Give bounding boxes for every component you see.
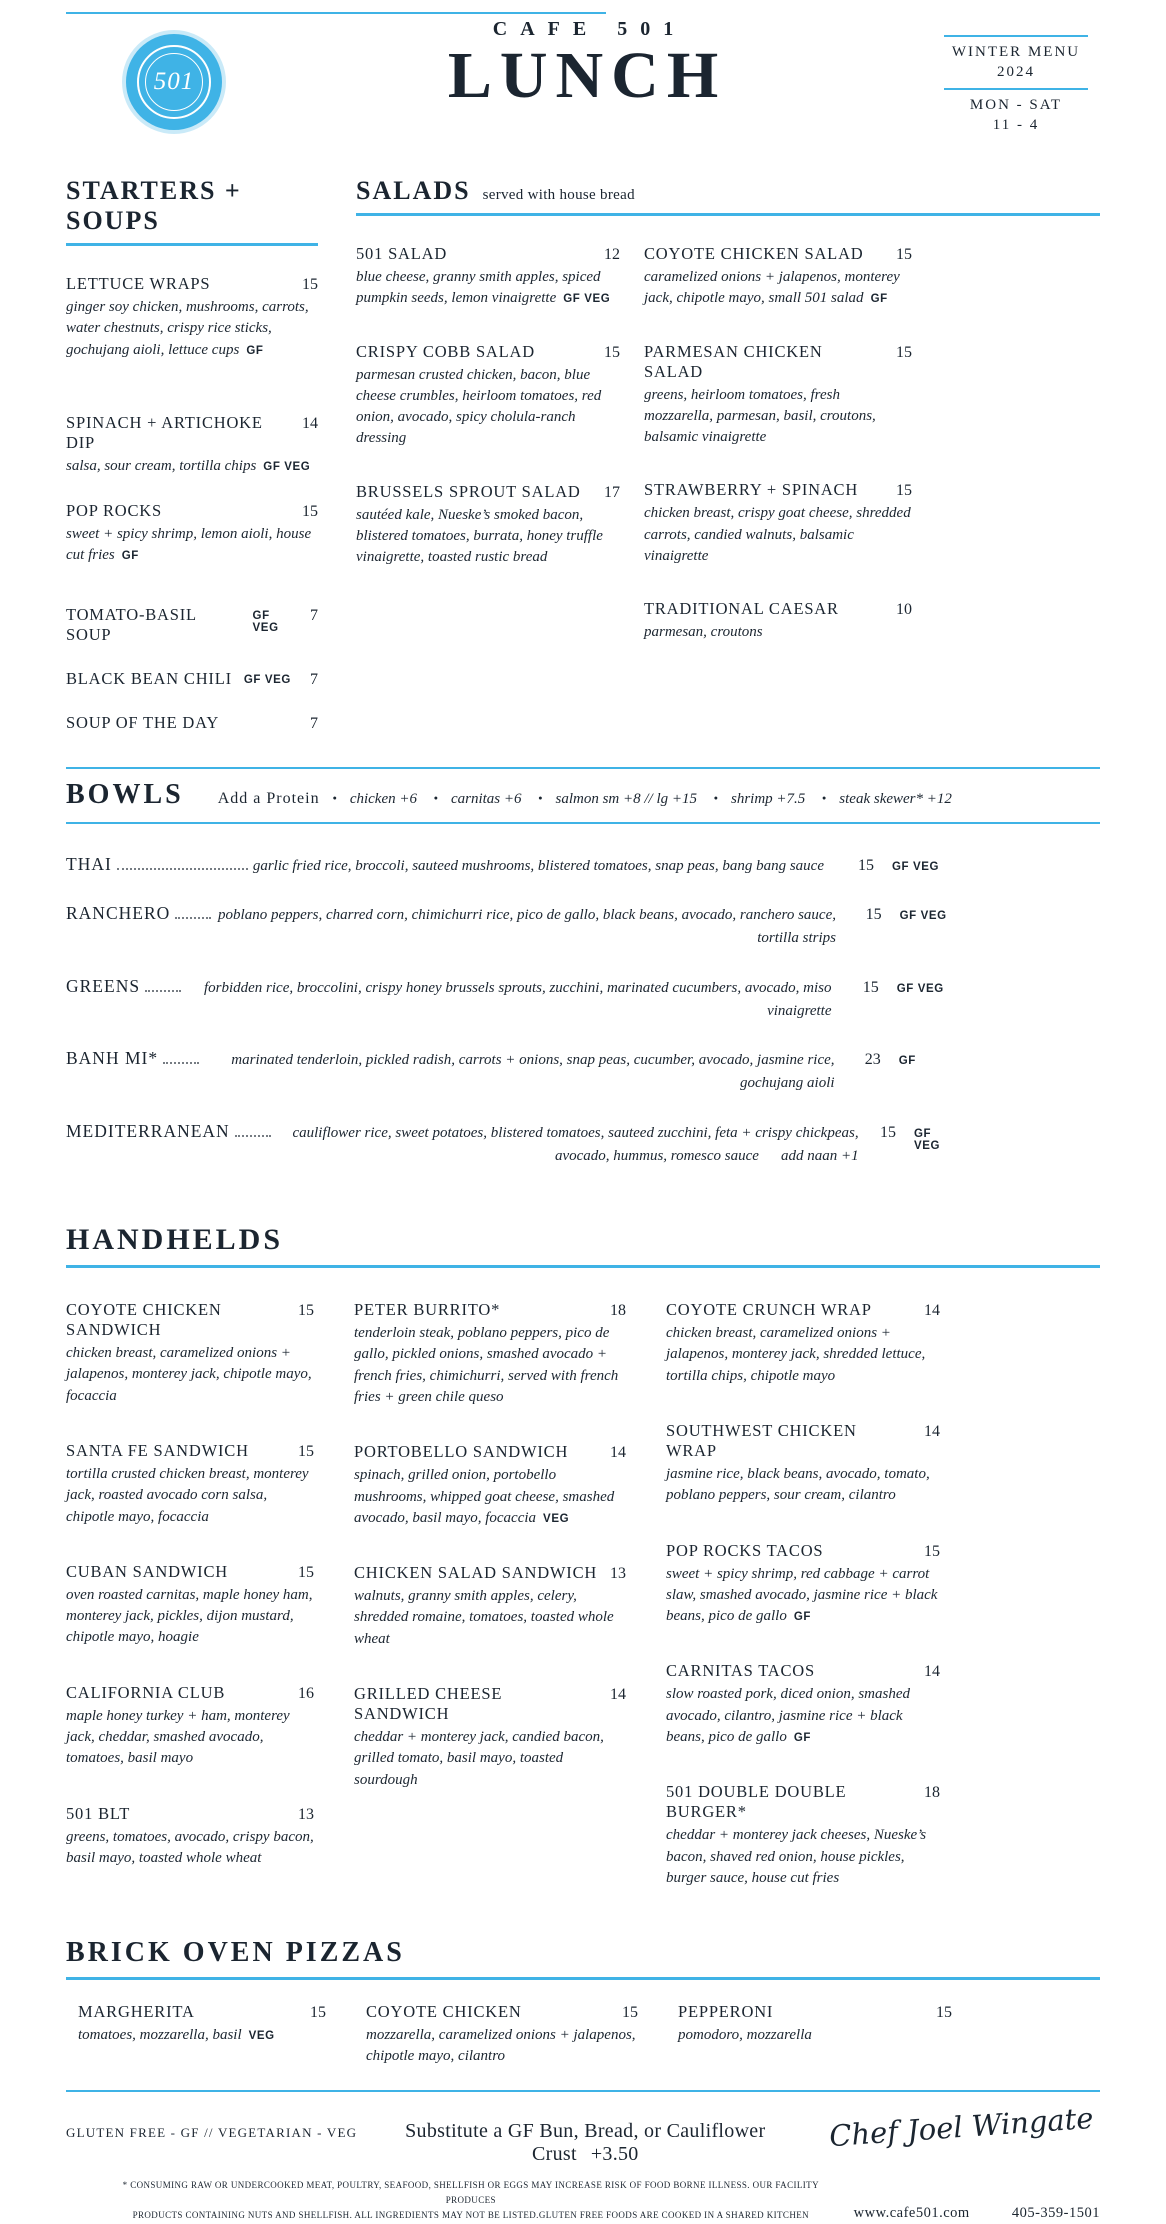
item-price: 15 bbox=[896, 482, 912, 500]
item-description-text: ginger soy chicken, mushrooms, carrots, water chestnuts, crispy rice sticks, gochujang aioli, lettuce cups bbox=[66, 299, 309, 358]
item-description bbox=[78, 2025, 326, 2046]
item-price: 15 bbox=[302, 276, 318, 293]
menu-item bbox=[644, 480, 912, 567]
pizzas-columns bbox=[66, 1980, 1100, 2084]
bowls-heading: BOWLS bbox=[66, 778, 184, 810]
item-price: 15 bbox=[865, 906, 882, 924]
item-diet-tag: GF VEG bbox=[263, 460, 311, 473]
menu-item bbox=[66, 274, 318, 361]
item-diet-tag: GF VEG bbox=[563, 293, 611, 306]
item-description bbox=[66, 1343, 314, 1407]
item-description bbox=[356, 365, 620, 450]
item-price: 14 bbox=[302, 414, 318, 432]
item-description-text: sweet + spicy shrimp, red cabbage + carrot slaw, smashed avocado, jasmine rice + black beans, pico de gallo bbox=[666, 1565, 938, 1625]
menu-item-header bbox=[356, 244, 620, 264]
item-description-text: oven roasted carnitas, maple honey ham, monterey jack, pickles, dijon mustard, chipotle mayo, hoagie bbox=[66, 1586, 313, 1646]
menu-item-header bbox=[66, 1804, 314, 1824]
item-description-text: chicken breast, crispy goat cheese, shredded carrots, candied walnuts, balsamic vinaigrette bbox=[644, 505, 911, 565]
item-description bbox=[644, 503, 912, 567]
item-name: MARGHERITA bbox=[78, 2002, 195, 2022]
menu-item bbox=[678, 2002, 952, 2068]
item-price: 7 bbox=[310, 670, 318, 688]
menu-item bbox=[354, 1563, 626, 1650]
bowl-item bbox=[66, 903, 958, 951]
item-price: 16 bbox=[298, 1684, 314, 1702]
item-description-text: walnuts, granny smith apples, celery, shredded romaine, tomatoes, toasted whole wheat bbox=[354, 1588, 614, 1647]
item-description bbox=[66, 524, 318, 567]
item-description bbox=[66, 1706, 314, 1770]
item-name: 501 DOUBLE DOUBLE BURGER* bbox=[666, 1782, 847, 1822]
dot-leader bbox=[163, 1051, 199, 1064]
menu-item-header bbox=[644, 480, 912, 500]
menu-item-header bbox=[78, 2002, 326, 2022]
item-name: POP ROCKS bbox=[66, 501, 163, 521]
item-description bbox=[354, 1727, 626, 1791]
item-price: 14 bbox=[924, 1663, 940, 1681]
item-description bbox=[186, 977, 831, 1024]
days-label: MON - SAT bbox=[969, 96, 1063, 113]
item-description bbox=[253, 855, 824, 878]
protein-option: ● shrimp +7.5 bbox=[701, 791, 806, 807]
item-diet-tag: GF bbox=[121, 550, 139, 563]
item-name: LETTUCE WRAPS bbox=[66, 274, 211, 293]
item-description-text: tenderloin steak, poblano peppers, pico de gallo, pickled onions, smashed avocado + french fries, chimichurri, served with french fries + green chile queso bbox=[354, 1325, 619, 1405]
item-price: 14 bbox=[610, 1444, 626, 1462]
menu-item-header bbox=[356, 482, 620, 502]
salads-columns bbox=[356, 216, 1100, 676]
item-price: 15 bbox=[879, 1123, 896, 1141]
pizzas-section bbox=[66, 1937, 1100, 2092]
menu-item bbox=[666, 1300, 940, 1387]
item-diet-tag: GF bbox=[870, 293, 888, 306]
logo-outer-ring bbox=[137, 45, 211, 119]
menu-item bbox=[366, 2002, 638, 2068]
item-description-text: cheddar + monterey jack cheeses, Nueske’s bacon, shaved red onion, house pickles, burger sauce, house cut fries bbox=[666, 1827, 927, 1886]
disclaimer-line-1: * CONSUMING RAW OR UNDERCOOKED MEAT, POULTRY, SEAFOOD, SHELLFISH OR EGGS MAY INCREASE RISK OF FOOD BORNE ILLNESS. OUR FACILITY PRODUCES bbox=[122, 2179, 819, 2206]
item-description bbox=[666, 1564, 940, 1628]
item-price: 15 bbox=[622, 2004, 638, 2022]
cafe-501-logo bbox=[126, 34, 222, 130]
item-description-text: chicken breast, caramelized onions + jalapenos, monterey jack, shredded lettuce, tortilla chips, chipotle mayo bbox=[666, 1325, 926, 1384]
item-description-text: garlic fried rice, broccoli, sauteed mushrooms, blistered tomatoes, snap peas, bang bang sauce bbox=[252, 857, 824, 874]
menu-item bbox=[66, 1562, 314, 1649]
protein-option: ● chicken +6 bbox=[320, 791, 417, 807]
substitution-text: Substitute a GF Bun, Bread, or Cauliflower Crust bbox=[405, 2119, 766, 2165]
menu-item bbox=[666, 1782, 940, 1889]
item-name: SOUP OF THE DAY bbox=[66, 712, 220, 732]
menu-item-header bbox=[66, 1300, 314, 1340]
item-description-text: pomodoro, mozzarella bbox=[678, 2027, 812, 2044]
dot-leader bbox=[117, 857, 248, 870]
item-name: COYOTE CHICKEN bbox=[366, 2002, 522, 2022]
footer-top-row bbox=[66, 2100, 1100, 2166]
item-price: 15 bbox=[862, 978, 879, 996]
item-price: 15 bbox=[604, 343, 620, 361]
menu-item-header bbox=[66, 413, 318, 453]
item-price: 13 bbox=[610, 1565, 626, 1583]
footer bbox=[66, 2100, 1100, 2224]
item-description bbox=[204, 1049, 834, 1096]
item-description bbox=[644, 622, 912, 643]
item-name: POP ROCKS TACOS bbox=[666, 1540, 824, 1560]
menu-item bbox=[66, 669, 318, 689]
menu-item bbox=[66, 413, 318, 477]
phone-number: 405-359-1501 bbox=[1011, 2204, 1100, 2221]
menu-item-header bbox=[666, 1661, 940, 1681]
item-description bbox=[666, 1323, 940, 1387]
item-name: 501 SALAD bbox=[356, 244, 448, 263]
item-diet-tag: VEG bbox=[248, 2030, 275, 2043]
item-price: 12 bbox=[604, 246, 620, 263]
item-price: 14 bbox=[924, 1302, 940, 1320]
pizzas-bottom-rule bbox=[66, 2090, 1100, 2092]
item-price: 7 bbox=[310, 714, 318, 732]
item-name: GREENS bbox=[66, 975, 141, 996]
menu-item-header bbox=[354, 1563, 626, 1583]
item-diet-tag: GF VEG bbox=[913, 1127, 941, 1152]
item-name: CHICKEN SALAD SANDWICH bbox=[354, 1563, 598, 1583]
item-description-text: cauliflower rice, sweet potatoes, blistered tomatoes, sauteed zucchini, feta + crispy chickpeas, avocado, hummus, romesco sauce bbox=[292, 1124, 859, 1164]
item-name: CUBAN SANDWICH bbox=[66, 1561, 228, 1581]
item-diet-tag: GF VEG bbox=[896, 982, 944, 995]
bowl-item bbox=[66, 854, 958, 878]
menu-item-header bbox=[666, 1300, 940, 1320]
item-price: 15 bbox=[924, 1542, 940, 1560]
item-description-text: jasmine rice, black beans, avocado, tomato, poblano peppers, sour cream, cilantro bbox=[666, 1465, 930, 1504]
item-price: 15 bbox=[298, 1563, 314, 1581]
item-description-text: salsa, sour cream, tortilla chips bbox=[66, 457, 257, 474]
item-price: 14 bbox=[924, 1422, 940, 1440]
item-diet-tag: GF bbox=[793, 1611, 811, 1624]
disclaimer bbox=[66, 2178, 836, 2224]
item-name: BRUSSELS SPROUT SALAD bbox=[356, 481, 581, 501]
bowl-item bbox=[66, 1121, 958, 1169]
chef-signature: Chef Joel Wingate bbox=[828, 2100, 1095, 2153]
item-diet-tag: GF VEG bbox=[243, 673, 291, 686]
item-description-text: greens, heirloom tomatoes, fresh mozzarella, parmesan, basil, croutons, balsamic vinaigrette bbox=[644, 386, 876, 446]
header bbox=[66, 10, 1100, 162]
item-price: 15 bbox=[936, 2004, 952, 2022]
dot-leader bbox=[145, 979, 181, 992]
handhelds-columns bbox=[66, 1268, 1100, 1923]
item-description-text: parmesan crusted chicken, bacon, blue cheese crumbles, heirloom tomatoes, red onion, avocado, spicy cholula-ranch dressing bbox=[356, 366, 602, 447]
item-description bbox=[666, 1464, 940, 1507]
handhelds-column-1 bbox=[66, 1300, 314, 1923]
menu-item bbox=[644, 342, 912, 449]
item-description bbox=[666, 1684, 940, 1748]
divider bbox=[944, 35, 1088, 37]
item-diet-tag: GF VEG bbox=[899, 910, 947, 923]
item-description bbox=[66, 1585, 314, 1649]
item-description-text: parmesan, croutons bbox=[644, 624, 763, 641]
bowl-item bbox=[66, 976, 958, 1024]
item-description bbox=[678, 2025, 952, 2046]
menu-item bbox=[66, 1300, 314, 1407]
menu-item-header bbox=[354, 1684, 626, 1724]
item-note: add naan +1 bbox=[780, 1147, 859, 1164]
menu-item-header bbox=[66, 1441, 314, 1461]
starters-salads-section bbox=[66, 176, 1100, 757]
item-description-text: tomatoes, mozzarella, basil bbox=[78, 2027, 242, 2044]
item-price: 15 bbox=[896, 246, 912, 263]
item-description bbox=[66, 1827, 314, 1870]
item-price: 7 bbox=[310, 606, 318, 624]
bowl-item bbox=[66, 1048, 958, 1096]
item-price: 15 bbox=[298, 1442, 314, 1460]
substitution-note bbox=[357, 2120, 813, 2166]
menu-item-header bbox=[66, 669, 318, 689]
diet-legend: GLUTEN FREE - GF // VEGETARIAN - VEG bbox=[66, 2124, 358, 2140]
pizzas-heading: BRICK OVEN PIZZAS bbox=[66, 1937, 1100, 1980]
menu-item bbox=[644, 244, 912, 310]
item-description-text: forbidden rice, broccolini, crispy honey brussels sprouts, zucchini, marinated cucumbers, avocado, miso vinaigrette bbox=[203, 979, 832, 1019]
item-name: SOUTHWEST CHICKEN WRAP bbox=[666, 1420, 857, 1460]
item-description bbox=[666, 1825, 940, 1889]
hours-label: 11 - 4 bbox=[992, 116, 1040, 133]
menu-item-header bbox=[354, 1442, 626, 1462]
item-name: PEPPERONI bbox=[678, 2002, 774, 2022]
starters-items bbox=[66, 246, 318, 733]
menu-item-header bbox=[666, 1782, 940, 1822]
item-price: 15 bbox=[896, 343, 912, 361]
item-description bbox=[66, 456, 318, 477]
menu-item bbox=[66, 1804, 314, 1870]
item-name: COYOTE CHICKEN SALAD bbox=[644, 244, 864, 263]
salads-column-1 bbox=[356, 244, 620, 676]
contact-info bbox=[854, 2205, 1100, 2224]
protein-options bbox=[320, 791, 952, 808]
menu-item-header bbox=[66, 501, 318, 521]
item-description-text: mozzarella, caramelized onions + jalapenos, chipotle mayo, cilantro bbox=[366, 2027, 636, 2065]
item-description bbox=[216, 904, 836, 951]
menu-item-header bbox=[666, 1541, 940, 1561]
item-price: 14 bbox=[610, 1686, 626, 1703]
item-price: 10 bbox=[896, 601, 912, 619]
item-description bbox=[644, 267, 912, 310]
item-name: STRAWBERRY + SPINACH bbox=[644, 480, 859, 500]
disclaimer-line-2: PRODUCTS CONTAINING NUTS AND SHELLFISH. ALL INGREDIENTS MAY NOT BE LISTED.GLUTEN FREE FOODS ARE COOKED IN A SHARED KITCHEN bbox=[132, 2210, 810, 2221]
footer-bottom-row bbox=[66, 2178, 1100, 2224]
menu-item bbox=[356, 244, 620, 310]
item-description bbox=[276, 1122, 859, 1169]
menu-item-header bbox=[678, 2002, 952, 2022]
item-description-text: poblano peppers, charred corn, chimichurri rice, pico de gallo, black beans, avocado, ranchero sauce, tortilla strips bbox=[218, 907, 836, 947]
item-description bbox=[354, 1323, 626, 1408]
item-name: CRISPY COBB SALAD bbox=[356, 341, 535, 361]
item-description bbox=[66, 297, 318, 361]
menu-item bbox=[78, 2002, 326, 2068]
menu-item bbox=[66, 1683, 314, 1770]
item-price: 17 bbox=[604, 483, 620, 501]
item-description bbox=[356, 267, 620, 310]
year-label: 2024 bbox=[997, 64, 1035, 81]
item-name: SPINACH + ARTICHOKE DIP bbox=[66, 412, 263, 452]
logo-inner-ring bbox=[145, 53, 203, 111]
item-name: PETER BURRITO* bbox=[354, 1300, 501, 1320]
item-name: CALIFORNIA CLUB bbox=[66, 1682, 226, 1702]
starters-heading bbox=[66, 176, 318, 246]
protein-option: ● salmon sm +8 // lg +15 bbox=[525, 791, 697, 807]
item-name: SANTA FE SANDWICH bbox=[66, 1440, 249, 1460]
menu-item bbox=[666, 1661, 940, 1748]
protein-option: ● carnitas +6 bbox=[421, 791, 522, 807]
item-description bbox=[354, 1465, 626, 1529]
menu-item bbox=[644, 599, 912, 643]
menu-item bbox=[354, 1684, 626, 1791]
item-price: 15 bbox=[310, 2004, 326, 2022]
item-description-text: slow roasted pork, diced onion, smashed avocado, cilantro, jasmine rice + black beans, pico de gallo bbox=[666, 1686, 911, 1745]
salads-area bbox=[356, 176, 1100, 757]
item-name: COYOTE CHICKEN SANDWICH bbox=[66, 1300, 222, 1340]
item-description bbox=[66, 1464, 314, 1528]
bowls-section bbox=[66, 767, 1100, 1207]
handhelds-column-3 bbox=[666, 1300, 940, 1923]
starters-heading-text: STARTERS + SOUPS bbox=[66, 176, 242, 235]
bowls-items bbox=[66, 824, 958, 1207]
menu-item-header bbox=[66, 1562, 314, 1582]
item-description-text: sautéed kale, Nueske’s smoked bacon, blistered tomatoes, burrata, honey truffle vinaigrette, toasted rustic bread bbox=[356, 506, 603, 566]
item-price: 15 bbox=[302, 503, 318, 521]
menu-item bbox=[666, 1541, 940, 1628]
item-name: THAI bbox=[66, 853, 112, 874]
menu-item-header bbox=[366, 2002, 638, 2022]
menu-item-header bbox=[66, 713, 318, 733]
season-label: WINTER MENU bbox=[951, 44, 1081, 60]
handhelds-section bbox=[66, 1223, 1100, 1923]
item-price: 13 bbox=[298, 1805, 314, 1823]
menu-item-header bbox=[644, 599, 912, 619]
item-description-text: cheddar + monterey jack, candied bacon, grilled tomato, basil mayo, toasted sourdough bbox=[354, 1729, 604, 1788]
item-description bbox=[366, 2025, 638, 2068]
item-name: TRADITIONAL CAESAR bbox=[644, 599, 839, 619]
header-top-rule bbox=[66, 12, 606, 14]
menu-item-header bbox=[644, 244, 912, 264]
item-name: PORTOBELLO SANDWICH bbox=[354, 1442, 569, 1462]
salads-subheading: served with house bread bbox=[482, 187, 635, 203]
item-description bbox=[354, 1586, 626, 1650]
item-name: 501 BLT bbox=[66, 1803, 131, 1823]
menu-item bbox=[66, 713, 318, 733]
salads-column-2 bbox=[644, 244, 912, 676]
item-price: 18 bbox=[924, 1784, 940, 1802]
item-description-text: chicken breast, caramelized onions + jalapenos, monterey jack, chipotle mayo, focaccia bbox=[66, 1345, 312, 1404]
menu-item bbox=[66, 501, 318, 567]
item-name: RANCHERO bbox=[66, 903, 171, 924]
item-diet-tag: GF bbox=[793, 1732, 811, 1744]
item-price: 15 bbox=[298, 1302, 314, 1320]
item-description-text: marinated tenderloin, pickled radish, carrots + onions, snap peas, cucumber, avocado, jasmine rice, gochujang aioli bbox=[231, 1052, 835, 1092]
handhelds-heading: HANDHELDS bbox=[66, 1223, 1100, 1268]
header-title-block bbox=[276, 18, 890, 110]
substitution-price: +3.50 bbox=[590, 2142, 639, 2165]
divider bbox=[944, 88, 1088, 90]
item-name: TOMATO-BASIL SOUP bbox=[66, 604, 197, 644]
dot-leader bbox=[235, 1124, 271, 1137]
menu-item-header bbox=[644, 342, 912, 382]
brand-name: CAFE 501 bbox=[492, 18, 687, 40]
item-name: COYOTE CRUNCH WRAP bbox=[666, 1300, 872, 1320]
menu-item bbox=[356, 342, 620, 450]
menu-info-box bbox=[940, 30, 1092, 135]
bowls-header bbox=[66, 767, 1100, 824]
item-description bbox=[356, 505, 620, 569]
dot-leader bbox=[175, 906, 211, 919]
menu-item-header bbox=[66, 274, 318, 294]
item-description-text: spinach, grilled onion, portobello mushrooms, whipped goat cheese, smashed avocado, basil mayo, focaccia bbox=[354, 1467, 615, 1526]
item-name: GRILLED CHEESE SANDWICH bbox=[354, 1684, 503, 1723]
menu-item-header bbox=[66, 1683, 314, 1703]
item-description-text: blue cheese, granny smith apples, spiced pumpkin seeds, lemon vinaigrette bbox=[356, 269, 601, 307]
item-diet-tag: GF bbox=[246, 344, 264, 357]
item-diet-tag: GF bbox=[898, 1055, 916, 1068]
logo-text: 501 bbox=[153, 68, 195, 95]
menu-item bbox=[356, 482, 620, 569]
menu-title: LUNCH bbox=[447, 39, 727, 112]
salads-heading bbox=[356, 176, 1100, 216]
add-protein-label: Add a Protein bbox=[217, 789, 320, 807]
item-name: CARNITAS TACOS bbox=[666, 1661, 815, 1681]
item-price: 23 bbox=[864, 1051, 881, 1069]
menu-item-header bbox=[356, 342, 620, 362]
handhelds-column-2 bbox=[354, 1300, 626, 1923]
item-name: BLACK BEAN CHILI bbox=[66, 668, 232, 688]
item-name: MEDITERRANEAN bbox=[66, 1120, 230, 1141]
item-diet-tag: GF VEG bbox=[892, 860, 940, 873]
item-description-text: tortilla crusted chicken breast, monterey jack, roasted avocado corn salsa, chipotle mayo, focaccia bbox=[66, 1465, 309, 1525]
item-name: BANH MI* bbox=[66, 1048, 159, 1069]
item-description bbox=[644, 385, 912, 449]
menu-item bbox=[66, 605, 318, 645]
item-description-text: maple honey turkey + ham, monterey jack, cheddar, smashed avocado, tomatoes, basil mayo bbox=[66, 1707, 290, 1767]
menu-item bbox=[66, 1441, 314, 1528]
item-diet-tag: GF VEG bbox=[252, 609, 279, 634]
item-description-text: sweet + spicy shrimp, lemon aioli, house cut fries bbox=[66, 526, 312, 564]
menu-item bbox=[666, 1421, 940, 1507]
item-description-text: greens, tomatoes, avocado, crispy bacon, basil mayo, toasted whole wheat bbox=[66, 1828, 314, 1866]
item-description-text: caramelized onions + jalapenos, monterey jack, chipotle mayo, small 501 salad bbox=[644, 269, 900, 307]
item-diet-tag: VEG bbox=[543, 1512, 570, 1525]
item-price: 18 bbox=[610, 1302, 626, 1320]
starters-column bbox=[66, 176, 318, 757]
menu-item bbox=[354, 1442, 626, 1529]
salads-heading-text: SALADS bbox=[356, 176, 471, 205]
item-name: PARMESAN CHICKEN SALAD bbox=[644, 341, 823, 381]
item-price: 15 bbox=[858, 856, 874, 874]
menu-item-header bbox=[66, 605, 318, 645]
website-link[interactable]: www.cafe501.com bbox=[853, 2204, 970, 2221]
menu-item-header bbox=[354, 1300, 626, 1320]
protein-option: ● steak skewer* +12 bbox=[809, 791, 952, 807]
menu-item-header bbox=[666, 1421, 940, 1461]
menu-item bbox=[354, 1300, 626, 1408]
